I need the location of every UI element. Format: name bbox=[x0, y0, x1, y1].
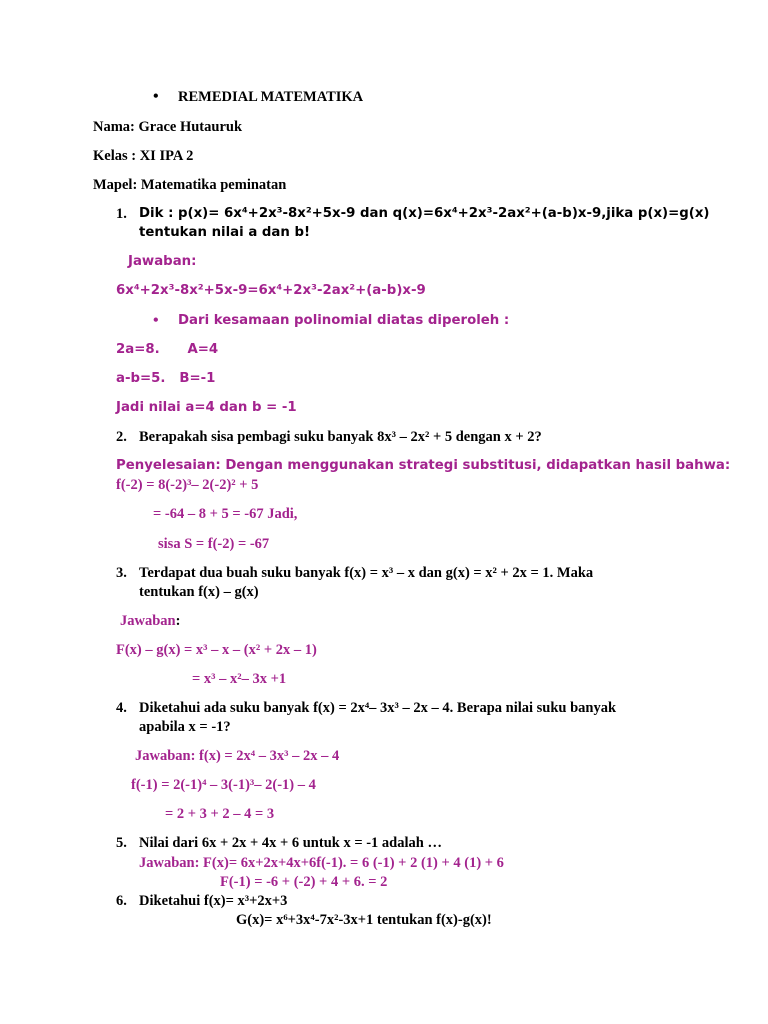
q3-answer-colon: : bbox=[175, 613, 181, 629]
subject: Mapel: Matematika peminatan bbox=[93, 177, 287, 193]
q4-question-line1: Diketahui ada suku banyak f(x) = 2x⁴– 3x³ – 2x – 4. Berapa nilai suku banyak bbox=[139, 700, 617, 716]
q1-bullet-text: Dari kesamaan polinomial diatas diperoleh : bbox=[178, 313, 510, 328]
q3-number: 3. bbox=[116, 565, 127, 581]
q1-answer-label: Jawaban: bbox=[128, 254, 197, 269]
q3-step1: F(x) – g(x) = x³ – x – (x² + 2x – 1) bbox=[116, 642, 317, 658]
student-class: Kelas : XI IPA 2 bbox=[93, 148, 194, 164]
student-name: Nama: Grace Hutauruk bbox=[93, 119, 243, 135]
q2-step3: sisa S = f(-2) = -67 bbox=[158, 536, 270, 552]
q1-question-line1: Dik : p(x)= 6x⁴+2x³-8x²+5x-9 dan q(x)=6x⁴+2x³-2ax²+(a-b)x-9,jika p(x)=g(x) bbox=[139, 206, 710, 221]
q1-conclusion: Jadi nilai a=4 dan b = -1 bbox=[116, 400, 297, 415]
q5-answer: Jawaban: F(x)= 6x+2x+4x+6f(-1). = 6 (-1) + 2 (1) + 4 (1) + 6 bbox=[139, 855, 504, 871]
q1-question-line2: tentukan nilai a dan b! bbox=[139, 225, 311, 240]
title-bullet: • bbox=[153, 88, 159, 105]
q1-step2: a-b=5. B=-1 bbox=[116, 371, 216, 386]
q2-question: Berapakah sisa pembagi suku banyak 8x³ – 2x² + 5 dengan x + 2? bbox=[139, 429, 542, 445]
q5-number: 5. bbox=[116, 835, 127, 851]
q6-question-line2: G(x)= x⁶+3x⁴-7x²-3x+1 tentukan f(x)-g(x)! bbox=[236, 912, 492, 928]
q2-step2: = -64 – 8 + 5 = -67 Jadi, bbox=[153, 506, 298, 522]
q4-question-line2: apabila x = -1? bbox=[139, 719, 231, 735]
q3-answer-label bbox=[120, 612, 180, 630]
q1-equation: 6x⁴+2x³-8x²+5x-9=6x⁴+2x³-2ax²+(a-b)x-9 bbox=[116, 283, 426, 298]
q6-number: 6. bbox=[116, 893, 127, 909]
q3-answer-word: Jawaban bbox=[120, 613, 176, 629]
q3-question-line2: tentukan f(x) – g(x) bbox=[139, 584, 259, 600]
q5-question: Nilai dari 6x + 2x + 4x + 6 untuk x = -1 adalah … bbox=[139, 835, 442, 851]
q4-step1: f(-1) = 2(-1)⁴ – 3(-1)³– 2(-1) – 4 bbox=[131, 777, 316, 793]
q4-answer: Jawaban: f(x) = 2x⁴ – 3x³ – 2x – 4 bbox=[135, 748, 340, 764]
q3-question-line1: Terdapat dua buah suku banyak f(x) = x³ – x dan g(x) = x² + 2x = 1. Maka bbox=[139, 565, 594, 581]
q5-step1: F(-1) = -6 + (-2) + 4 + 6. = 2 bbox=[220, 874, 388, 890]
q4-number: 4. bbox=[116, 700, 127, 716]
q1-number: 1. bbox=[116, 206, 127, 222]
q4-step2: = 2 + 3 + 2 – 4 = 3 bbox=[165, 806, 275, 822]
document-title: REMEDIAL MATEMATIKA bbox=[178, 89, 364, 105]
q1-step1: 2a=8. A=4 bbox=[116, 342, 219, 357]
q2-step1: f(-2) = 8(-2)³– 2(-2)² + 5 bbox=[116, 477, 259, 493]
q6-question-line1: Diketahui f(x)= x³+2x+3 bbox=[139, 893, 288, 909]
q3-step2: = x³ – x²– 3x +1 bbox=[192, 671, 287, 687]
q2-solution-intro: Penyelesaian: Dengan menggunakan strategi substitusi, didapatkan hasil bahwa: bbox=[116, 458, 731, 473]
q2-number: 2. bbox=[116, 429, 127, 445]
q1-bullet: • bbox=[153, 312, 159, 329]
